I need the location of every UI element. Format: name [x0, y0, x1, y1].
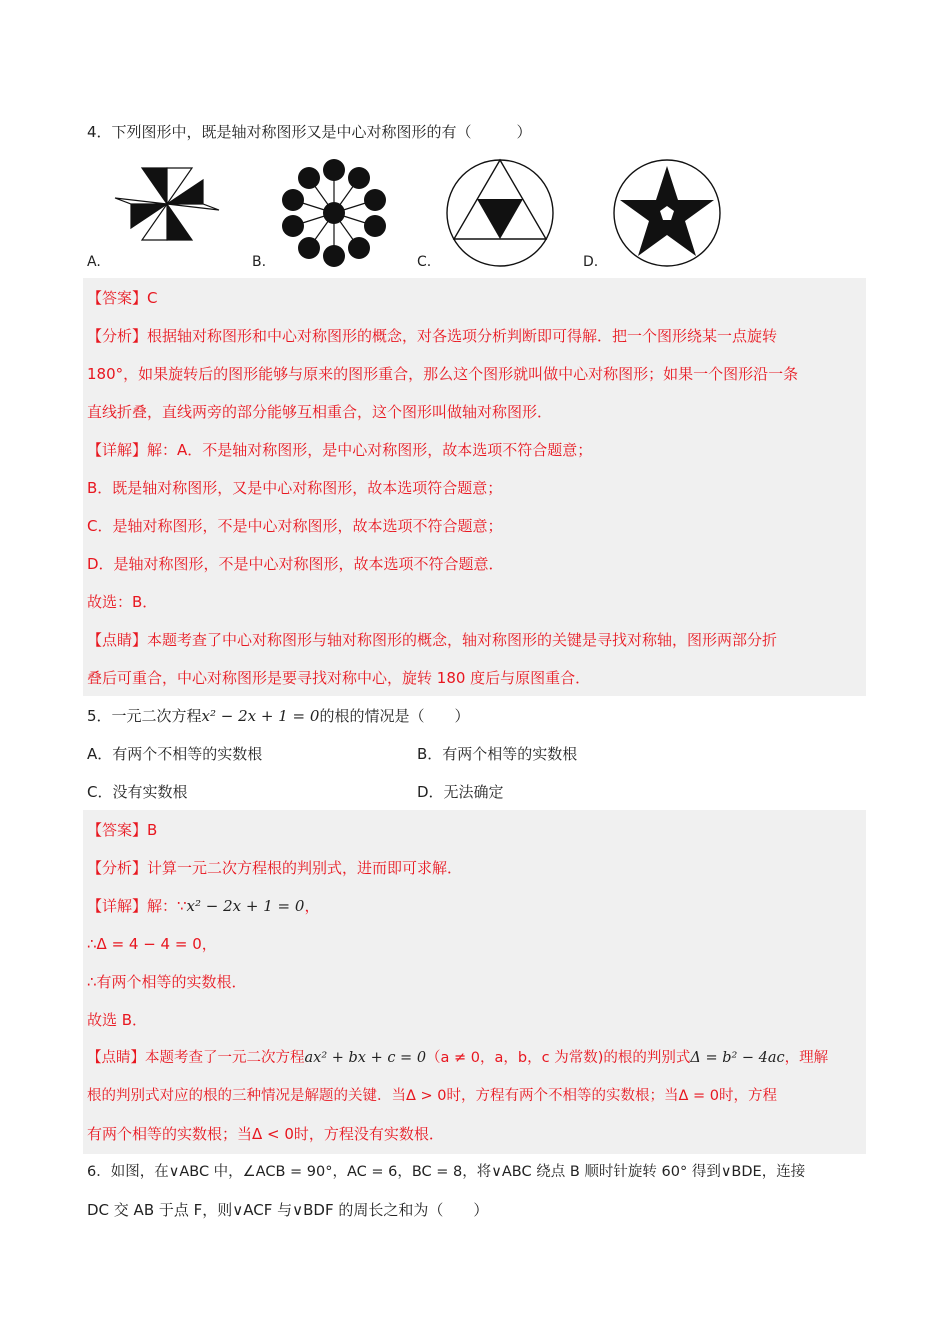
- q4-choose: 故选：B．: [87, 593, 158, 611]
- q5-detail-equation: x² − 2x + 1 = 0: [186, 897, 305, 915]
- q4-detail-4: D．是轴对称图形，不是中心对称图形，故本选项不符合题意．: [87, 555, 504, 573]
- q4-comment-2: 叠后可重合，中心对称图形是要寻找对称中心，旋转 180 度后与原图重合．: [87, 669, 591, 687]
- option-b-label: B.: [252, 254, 267, 270]
- q5-comment-1-prefix: 【点睛】本题考查了一元二次方程: [87, 1050, 305, 1066]
- q5-comment-equation: ax² + bx + c = 0: [304, 1050, 427, 1066]
- q5-option-b: B．有两个相等的实数根: [417, 745, 578, 763]
- q4-answer: 【答案】C: [87, 289, 158, 307]
- figure-d-star: [612, 158, 722, 268]
- option-c-label: C.: [417, 254, 432, 270]
- figure-c-triangles: [445, 158, 555, 268]
- q5-detail-suffix: ，: [304, 897, 320, 915]
- q5-stem: [87, 706, 469, 726]
- q5-option-d: D．无法确定: [417, 783, 504, 801]
- q6-stem-2: DC 交 AB 于点 F，则∨ACF 与∨BDF 的周长之和为（ ）: [87, 1201, 489, 1219]
- q5-stem-equation: x² − 2x + 1 = 0: [201, 707, 320, 725]
- q5-option-a: A．有两个不相等的实数根: [87, 745, 263, 763]
- q5-comment-3: 有两个相等的实数根；当Δ < 0时，方程没有实数根．: [87, 1125, 444, 1143]
- q5-step-1: ∴Δ = 4 − 4 = 0，: [87, 935, 217, 953]
- q5-detail: [87, 896, 319, 916]
- q5-detail-prefix: 【详解】解：∵: [87, 897, 187, 915]
- q5-comment-1: [87, 1048, 828, 1068]
- q4-stem: 4．下列图形中，既是轴对称图形又是中心对称图形的有（ ）: [87, 123, 532, 141]
- option-d-label: D.: [583, 254, 599, 270]
- q5-choose: 故选 B．: [87, 1011, 148, 1029]
- q5-comment-1-mid: （a ≠ 0，a，b，c 为常数)的根的判别式: [426, 1050, 691, 1066]
- q4-detail-3: C．是轴对称图形，不是中心对称图形，故本选项不符合题意；: [87, 517, 503, 535]
- q4-analysis-1: 【分析】根据轴对称图形和中心对称图形的概念，对各选项分析判断即可得解．把一个图形绕某一点旋转: [87, 327, 778, 345]
- q5-answer: 【答案】B: [87, 821, 158, 839]
- q4-analysis-2: 180°，如果旋转后的图形能够与原来的图形重合，那么这个图形就叫做中心对称图形；如果一个图形沿一条: [87, 365, 799, 383]
- q6-stem-1: 6．如图，在∨ABC 中，∠ACB = 90°，AC = 6，BC = 8，将∨ABC 绕点 B 顺时针旋转 60° 得到∨BDE，连接: [87, 1164, 806, 1180]
- q4-analysis-3: 直线折叠，直线两旁的部分能够互相重合，这个图形叫做轴对称图形．: [87, 403, 553, 421]
- q5-discriminant: Δ = b² − 4ac: [690, 1050, 785, 1066]
- q5-stem-prefix: 5．一元二次方程: [87, 707, 202, 725]
- q5-comment-1-suffix: ，理解: [784, 1050, 829, 1066]
- figure-a-pinwheel: [112, 166, 222, 242]
- figure-b-circles: [277, 158, 391, 268]
- q5-analysis: 【分析】计算一元二次方程根的判别式，进而即可求解．: [87, 859, 463, 877]
- q5-option-c: C．没有实数根: [87, 783, 188, 801]
- q5-stem-suffix: 的根的情况是（ ）: [319, 707, 470, 725]
- q4-detail-2: B．既是轴对称图形，又是中心对称图形，故本选项符合题意；: [87, 479, 503, 497]
- q5-step-2: ∴有两个相等的实数根．: [87, 973, 247, 991]
- q5-comment-2: 根的判别式对应的根的三种情况是解题的关键．当Δ > 0时，方程有两个不相等的实数根；当Δ = 0时，方程: [87, 1088, 778, 1104]
- q4-detail-1: 【详解】解：A．不是轴对称图形，是中心对称图形，故本选项不符合题意；: [87, 441, 593, 459]
- q4-comment-1: 【点睛】本题考查了中心对称图形与轴对称图形的概念，轴对称图形的关键是寻找对称轴，图形两部分折: [87, 631, 778, 649]
- option-a-label: A.: [87, 254, 101, 270]
